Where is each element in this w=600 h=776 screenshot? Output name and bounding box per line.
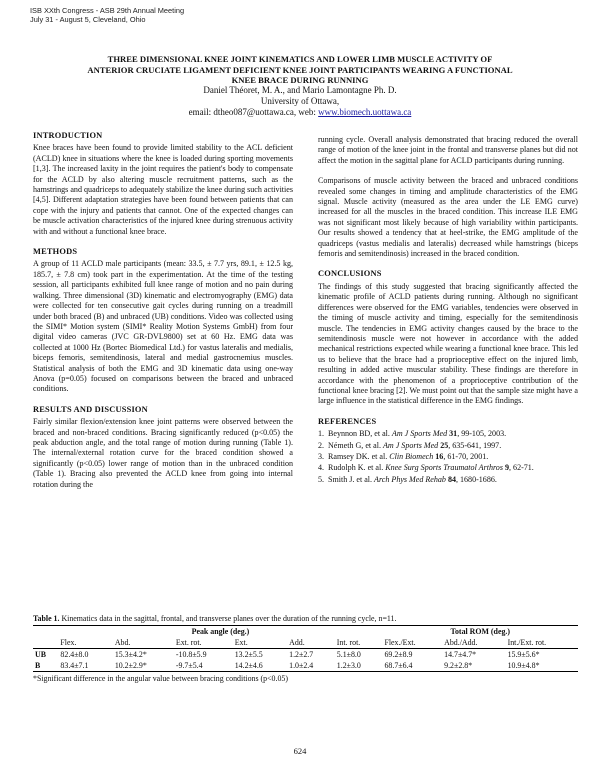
running-header: [30, 6, 184, 24]
total-rom-header: Total ROM (deg.): [382, 626, 578, 638]
results-text-right-2: Comparisons of muscle activity between the braced and unbraced conditions revealed some changes in timing and amplitude characteristics of the EMG signal. Muscle activity (measured as the area under the LE EMG curve) increased for all the muscles in the braced condition. This increase ILE EMG was not significant most likely because of high variability within participants. Our results showed a tendency that at heel-strike, the EMG amplitude of the quadriceps (vastus medialis and lateralis) decreased while hamstrings (biceps femoris and semitendinosis) increased in the braced condition.: [318, 176, 578, 259]
methods-heading: METHODS: [33, 247, 78, 257]
contact-line: [40, 107, 560, 118]
results-heading: RESULTS AND DISCUSSION: [33, 404, 148, 414]
kinematics-table: [33, 625, 578, 672]
affiliation: University of Ottawa,: [260, 96, 340, 106]
introduction-heading: INTRODUCTION: [33, 131, 103, 140]
reference-item: 1. Beynnon BD, et al. Am J Sports Med 31, 99-105, 2003.: [318, 429, 507, 439]
results-text-right-1: running cycle. Overall analysis demonstrated that bracing reduced the overall range of motion of the knee joint in the frontal and transverse planes but did not affect the motion in the sagittal plane for ACLD participants during running.: [318, 135, 578, 165]
introduction-text: Knee braces have been found to provide limited stability to the ACL deficient (ACLD) knee in situations where the knee is loaded during sporting movements [1,3]. The increased laxity in the joint requires the patient's body to compensate for the ACLD by also altering muscle recruitment patterns, such as the hamstrings and quadriceps to adequately stabilize the knee during such activities [4,5]. Different adaptation strategies have been found between patients that can cope with the injury and patients that cannot. One of the expected changes can be muscle activation characteristics of the injured knee during strenuous activity with and without a functional knee brace.: [33, 143, 293, 236]
reference-list: [318, 429, 578, 485]
references-heading: REFERENCES: [318, 416, 377, 426]
website-link[interactable]: www.biomech.uottawa.ca: [318, 107, 412, 117]
column-header: Abd./Add.: [444, 638, 478, 647]
conclusions-text: The findings of this study suggested that bracing significantly affected the kinematic profile of ACLD patients during running. Although no significant differences were observed for the EMG variables, tendencies were observed in the timing of muscle activity and timing, especially for the semitendinosis muscle. The tendencies in EMG activity changes caused by the brace to the semitendinosis muscle were not however in accordance with the added mechanical restrictions expected while wearing a functional knee brace. This led us to believe that the brace had a proprioceptive effect on the injured limb, resulting in added active muscular stability. These findings are therefore in accordance with the phenomenon of a proprioceptive contribution of the functional knee bracing [2]. We must point out that the sample size might have a large influence in the statistical difference in the EMG findings.: [318, 281, 578, 406]
email-text: email: dtheo087@uottawa.ca, web:: [188, 107, 319, 117]
column-header: Add.: [289, 638, 305, 647]
paper-title: THREE DIMENSIONAL KNEE JOINT KINEMATICS AND LOWER LIMB MUSCLE ACTIVITY OF ANTERIOR CRUCIATE LIGAMENT DEFICIENT KNEE JOINT PARTICIPANTS WEARING A FUNCTIONAL KNEE BRACE DURING RUNNING: [87, 54, 513, 85]
column-header: Abd.: [114, 638, 131, 647]
column-header: Ext.: [234, 638, 248, 647]
author-block: [40, 85, 560, 118]
page-number: 624: [293, 746, 307, 756]
table-caption: Table 1. Kinematics data in the sagittal, frontal, and transverse planes over the duration of the running cycle, n=11.: [33, 614, 397, 623]
right-column: [318, 135, 578, 486]
peak-angle-header: Peak angle (deg.): [58, 626, 382, 638]
reference-item: 5. Smith J. et al. Arch Phys Med Rehab 84, 1680-1686.: [318, 474, 497, 484]
header-line-2: July 31 - August 5, Cleveland, Ohio: [30, 15, 146, 24]
reference-item: 3. Ramsey DK. et al. Clin Biomech 16, 61-70, 2001.: [318, 451, 489, 461]
column-header: Flex./Ext.: [384, 638, 416, 647]
results-text-left: Fairly similar flexion/extension knee joint patterns were observed between the braced and non-braced conditions. Bracing significantly reduced (p<0.05) the peak abduction angle, and the total range of motion during running (Table 1). The internal/external rotation curve for the braced condition showed a significantly (p<0.05) lower range of motion than in the unbraced condition (Table 1). Bracing also prevented the ACLD knee from going into internal rotation during the: [33, 417, 293, 489]
column-header: Flex.: [60, 638, 77, 647]
reference-item: 2. Németh G, et al. Am J Sports Med 25, 635-641, 1997.: [318, 440, 502, 450]
table-row: B 83.4±7.1 10.2±2.9* -9.7±5.4 14.2±4.6 1.0±2.4 1.2±3.0 68.7±6.4 9.2±2.8* 10.9±4.8*: [33, 660, 578, 672]
table-row: UB 82.4±8.0 15.3±4.2* -10.8±5.9 13.2±5.5 1.2±2.7 5.1±8.0 69.2±8.9 14.7±4.7* 15.9±5.6*: [33, 649, 578, 661]
author-names: Daniel Théoret, M. A., and Mario Lamontagne Ph. D.: [203, 85, 397, 95]
conclusions-heading: CONCLUSIONS: [318, 269, 382, 279]
methods-text: A group of 11 ACLD male participants (mean: 33.5, ± 7.7 yrs, 89.1, ± 12.5 kg, 185.7, ± 7.8 cm) took part in the experimentation. At the time of the testing session, all participants exhibited full knee range of motion and no pain during walking. Three dimensional (3D) kinematic and electromyography (EMG) data were collected for ten consecutive gait cycles during running on a treadmill under both braced (B) and unbraced (UB) conditions. Video was collected using the SIMI* Motion system (SIMI* Reality Motion Systems GmbH) from four digital video cameras (JVC GR-DVL9800) set at 60 Hz. EMG data was collected at 1000 Hz (Bortec Biomedical Ltd.) for vastus lateralis and medialis, biceps femoris, semitendinosis, lateral and medial gastrocnemius muscles. Statistical analysis of both the EMG and 3D kinematic data using one-way Anova (p=0.05) focused on comparisons between the braced and unbraced conditions.: [33, 259, 293, 394]
column-header: Ext. rot.: [175, 638, 202, 647]
column-header: Int./Ext. rot.: [507, 638, 547, 647]
column-header: Int. rot.: [336, 638, 361, 647]
table-footnote: *Significant difference in the angular value between bracing conditions (p<0.05): [33, 674, 288, 683]
reference-item: 4. Rudolph K. et al. Knee Surg Sports Traumatol Arthros 9, 62-71.: [318, 463, 534, 473]
header-line-1: ISB XXth Congress - ASB 29th Annual Meeting: [30, 6, 185, 15]
kinematics-table-block: [33, 614, 578, 684]
left-column: [33, 131, 293, 490]
